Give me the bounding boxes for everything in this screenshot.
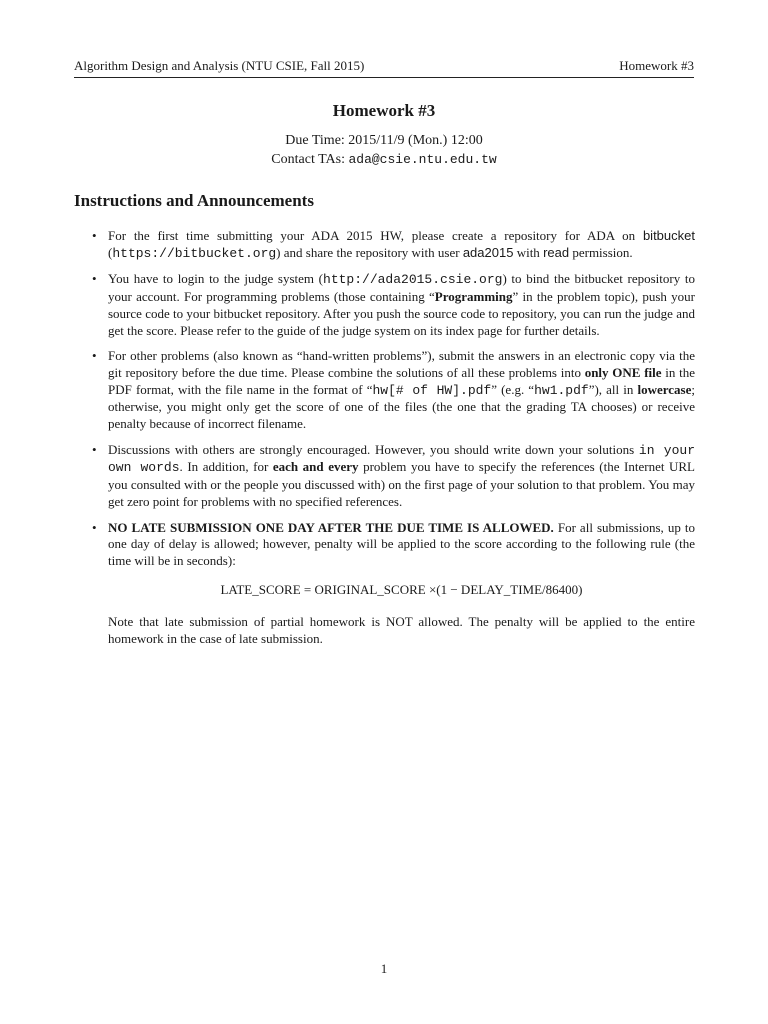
list-item: • You have to login to the judge system (http://ada2015.csie.org) to bind the bitbucket repository to your account. For programming problems (those containing “Programming” in the problem topic), push your source code to your bitbucket repository. After you push the source code to repository, you can run the judge and get the score. Please refer to the guide of the judge system on its index page for further details.: [74, 271, 695, 339]
contact-label: Contact TAs:: [271, 152, 349, 167]
page-title: Homework #3: [332, 101, 436, 120]
lowercase-emphasis: lowercase: [637, 381, 692, 397]
own-words-emphasis: in your own words: [108, 442, 695, 476]
share-user: ada2015: [462, 244, 514, 260]
bitbucket-term: bitbucket: [642, 228, 695, 243]
late-score-formula: LATE_SCORE = ORIGINAL_SCORE ×(1 − DELAY_TIME/86400): [220, 581, 583, 597]
filename-example: hw1.pdf: [534, 382, 589, 398]
header-homework-number: Homework #3: [619, 58, 694, 73]
list-item: • NO LATE SUBMISSION ONE DAY AFTER THE DUE TIME IS ALLOWED. For all submissions, up to one day of delay is allowed; however, penalty will be applied to the score according to the following rule (the time will be in seconds): LATE_SCORE = ORIGINAL_SCORE ×(1 − DELAY_TIME/86400) Note that late submission of partial homework is NOT allowed. The penalty will be applied to the entire homework in the case of late submission.: [74, 520, 695, 648]
each-and-every-emphasis: each and every: [272, 459, 359, 475]
one-file-emphasis: only ONE file: [584, 364, 662, 380]
bitbucket-url: https://bitbucket.org: [112, 245, 277, 261]
list-item: • For other problems (also known as “hand-written problems”), submit the answers in an electronic copy via the git repository before the due time. Please combine the solutions of all these problems into only ONE file in the PDF format, with the file name in the format of “hw[# of HW].pdf” (e.g. “hw1.pdf”), all in lowercase; otherwise, you might only get the score of one of the files (the one that the grading TA chooses) or receive penalty because of incorrect filename.: [74, 348, 695, 433]
contact-email: ada@csie.ntu.edu.tw: [348, 152, 497, 167]
permission: read: [543, 244, 570, 260]
due-time: Due Time: 2015/11/9 (Mon.) 12:00: [285, 133, 483, 148]
list-item: • Discussions with others are strongly encouraged. However, you should write down your solutions in your own words. In addition, for each and every problem you have to specify the references (the Internet URL you consulted with or the people you discussed with) on the first page of your solution to that problem. You may get zero point for problems with no specified references.: [74, 442, 695, 511]
instruction-list: [74, 228, 695, 657]
judge-url: http://ada2015.csie.org: [323, 272, 503, 288]
list-item: • For the first time submitting your ADA 2015 HW, please create a repository for ADA on bitbucket (https://bitbucket.org) and share the repository with user ada2015 with read permission.: [74, 228, 695, 262]
contact-tas: [0, 152, 768, 168]
course-title: Algorithm Design and Analysis (NTU CSIE, Fall 2015): [74, 58, 365, 73]
late-policy-heading: NO LATE SUBMISSION ONE DAY AFTER THE DUE TIME IS ALLOWED.: [108, 519, 554, 535]
programming-term: Programming: [434, 289, 513, 305]
section-heading: Instructions and Announcements: [74, 191, 314, 210]
late-note: Note that late submission of partial homework is NOT allowed. The penalty will be applied to the entire homework in the case of late submission.: [108, 614, 695, 647]
running-header: [74, 58, 694, 74]
page-number: 1: [380, 961, 388, 976]
header-rule: [74, 77, 694, 78]
filename-format: hw[# of HW].pdf: [372, 382, 492, 398]
